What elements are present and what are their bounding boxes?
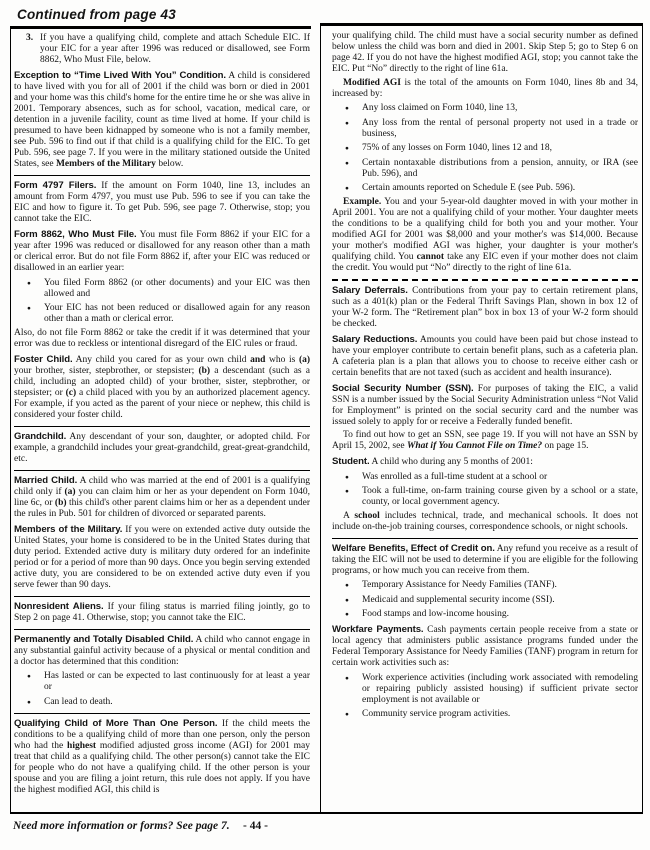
- section-heading: Social Security Number (SSN).: [332, 382, 474, 394]
- section-text: Any refund you receive as a result of taking the EIC will not be used to determine if you are eligible for the following programs, or how much you can receive from them.: [332, 543, 638, 576]
- section-nonresident-aliens: [14, 601, 310, 624]
- paragraph-example: [332, 197, 638, 274]
- bullet-text: Any loss claimed on Form 1040, line 13,: [362, 103, 518, 113]
- bullet-text: Community service program activities.: [362, 709, 511, 719]
- paragraph-text: your qualifying child. The child must have a social security number as defined below unless the child was born and died in 2001. Skip Step 5; go to Step 6 on page 42. If you do not have the highest modified AGI, stop; you cannot take the EIC. Put “No” directly to the right of line 61a.: [332, 31, 638, 74]
- bullet-item: [332, 143, 638, 154]
- section-heading: Salary Deferrals.: [332, 284, 408, 296]
- paragraph-text: Also, do not file Form 8862 or take the credit if it was determined that your error was due to reckless or intentional disregard of the EIC rules or fraud.: [14, 327, 310, 349]
- section-text: Amounts you could have been paid but chose instead to have your employer contribute to certain benefit plans, such as a cafeteria plan. A cafeteria plan is a plan that allows you to choose to receive either cash or certain benefits that are not taxed (such as accident and health insurance).: [332, 334, 638, 378]
- paragraph-school-definition: [332, 511, 638, 533]
- paragraph-also-do-not-file: [14, 328, 310, 350]
- bullet-item: [332, 580, 638, 591]
- section-exception-time-lived: [14, 70, 310, 170]
- bullet-item: [332, 472, 638, 483]
- numbered-item-3: [26, 33, 310, 66]
- bullet-item: [332, 609, 638, 620]
- section-heading: Form 8862, Who Must File.: [14, 229, 137, 240]
- section-divider: [14, 426, 310, 427]
- section-text: If your filing status is married filing jointly, go to Step 2 on page 41. Otherwise, stop; you cannot take the EIC.: [14, 601, 310, 623]
- left-column: [14, 33, 310, 811]
- bullet-item: [14, 671, 310, 693]
- bullet-text: Certain nontaxable distributions from a pension, annuity, or IRA (see Pub. 596), and: [362, 157, 638, 179]
- section-text: A child who during any 5 months of 2001:: [371, 457, 533, 467]
- section-heading: Welfare Benefits, Effect of Credit on.: [332, 542, 495, 554]
- bullet-text: Your EIC has not been reduced or disallowed again for any reason other than a math or clerical error.: [44, 303, 310, 324]
- bullet-item: [14, 697, 310, 708]
- bullet-text: Has lasted or can be expected to last continuously for at least a year or: [44, 671, 310, 692]
- item-number: 3.: [26, 33, 34, 43]
- section-text: Cash payments certain people receive from a state or local agency that administers public assistance programs funded under the Federal Temporary Assistance for Needy Families (TANF) program in return for certain work activities such as:: [332, 625, 638, 668]
- column-divider: [320, 23, 321, 812]
- section-heading: Exception to “Time Lived With You” Condition.: [14, 70, 226, 81]
- section-text: A child is considered to have lived with you for all of 2001 if the child was born or died in 2001 and your home was this child's home for the entire time he or she was alive in 2001. Temporary absences, such as for school, vacation, medical care, or detention in a juvenile facility, count as time lived at home. If your child is presumed to have been kidnapped by someone who is not a family member, see Pub. 596 to find out if that child is a qualifying child for the EIC. To get Pub. 596, see page 7. If you were in the military stationed outside the United States, see Members of the Military below.: [14, 71, 310, 169]
- section-heading: Qualifying Child of More Than One Person.: [14, 717, 218, 729]
- section-text: You must file Form 8862 if your EIC for a year after 1996 was reduced or disallowed for any reason other than a math or clerical error. But do not file Form 8862 if, after your EIC was reduced or disallowed in an earlier year:: [14, 230, 310, 273]
- section-heading: Foster Child.: [14, 353, 73, 365]
- paragraph-modified-agi: [332, 78, 638, 100]
- section-text: If the child meets the conditions to be a qualifying child of more than one person, only the person who had the highest modified adjusted gross income (AGI) for 2001 may treat that child as a qualifying child. The other person(s) cannot take the EIC for people who do not have a qualifying child. If the other person is your spouse and you are filing a joint return, this rule does not apply. If you have the highest modified AGI, this child is: [14, 718, 310, 795]
- bullet-text: Took a full-time, on-farm training course given by a school or a state, county, or local government agency.: [362, 486, 638, 507]
- section-text: A child who was married at the end of 2001 is a qualifying child only if (a) you can claim him or her as your dependent on Form 1040, line 6c, or (b) this child's other parent claims him or her as a dependent under the rules in Pub. 501 for children of divorced or separated parents.: [14, 475, 310, 519]
- section-heading: Workfare Payments.: [332, 624, 424, 635]
- section-divider: [14, 470, 310, 471]
- section-foster-child: [14, 354, 310, 421]
- bullet-text: Food stamps and low-income housing.: [362, 609, 509, 619]
- section-text: Any child you cared for as your own child and who is (a) your brother, sister, stepbrother, or stepsister; (b) a descendant (such as a child, including an adopted child) of your brother, sister, stepbrother, or stepsister; or (c) a child placed with you by an authorized placement agency. For example, if you acted as the parent of your niece or nephew, this child is considered your foster child.: [14, 354, 310, 420]
- section-social-security-number: [332, 383, 638, 428]
- section-heading: Grandchild.: [14, 430, 67, 442]
- section-grandchild: [14, 431, 310, 465]
- continued-from-header: Continued from page 43: [17, 7, 176, 22]
- section-welfare-benefits: [332, 543, 638, 577]
- page-number: - 44 -: [243, 820, 268, 832]
- section-heading: Married Child.: [14, 474, 78, 486]
- paragraph-text: To find out how to get an SSN, see page 19. If you will not have an SSN by April 15, 2002, see What if You Cannot File on Time? on page 15.: [332, 430, 638, 451]
- section-heading: Permanently and Totally Disabled Child.: [14, 633, 194, 645]
- bullet-text: Can lead to death.: [44, 696, 113, 707]
- bullet-item: [332, 103, 638, 114]
- paragraph-continuation: [332, 31, 638, 75]
- bullet-item: [332, 183, 638, 194]
- section-divider: [14, 713, 310, 714]
- bullet-text: Work experience activities (including work associated with remodeling or repairing publicly assisted housing) if sufficient private sector employment is not available or: [362, 672, 638, 705]
- bullet-text: Any loss from the rental of personal property not used in a trade or business,: [362, 117, 638, 139]
- bullet-item: [332, 486, 638, 508]
- bullet-item: [14, 303, 310, 325]
- section-divider: [14, 175, 310, 176]
- section-text: If the amount on Form 1040, line 13, includes an amount from Form 4797, you must use Pub. 596 to see if you can take the EIC and how to figure it. To get Pub. 596, see page 7. Otherwise, stop; you cannot take the EIC.: [14, 181, 310, 224]
- paragraph-text: A school includes technical, trade, and mechanical schools. It does not include on-the-job training courses, correspondence schools, or night schools.: [332, 510, 638, 532]
- section-heading: Student.: [332, 456, 370, 467]
- right-column-top-rule: [320, 23, 643, 26]
- bullet-text: Temporary Assistance for Needy Families (TANF).: [362, 580, 557, 590]
- bullet-item: [332, 595, 638, 606]
- section-text: If you were on extended active duty outside the United States, your home is considered to be in the United States during that duty period. Extended active duty is military duty ordered for an indefinite period or for a period of more than 90 days. Once you begin serving extended active duty, you are considered to be on extended active duty even if you serve fewer than 90 days.: [14, 524, 310, 590]
- footer-need-more-info: Need more information or forms? See page 7.: [13, 820, 230, 832]
- section-qualifying-child-more-than-one: [14, 718, 310, 796]
- section-salary-reductions: [332, 334, 638, 379]
- bullet-text: Was enrolled as a full-time student at a school or: [362, 471, 548, 482]
- section-married-child: [14, 475, 310, 520]
- header-rule: [10, 26, 311, 29]
- bullet-text: Certain amounts reported on Schedule E (see Pub. 596).: [362, 183, 576, 193]
- section-student: [332, 456, 638, 468]
- left-column-border: [10, 28, 11, 812]
- bottom-rule: [10, 812, 643, 814]
- right-column-border: [642, 23, 643, 812]
- paragraph-how-to-get-ssn: [332, 430, 638, 452]
- section-form-8862-who-must-file: [14, 229, 310, 274]
- bullet-text: Medicaid and supplemental security income (SSI).: [362, 594, 555, 605]
- right-column: [332, 31, 638, 811]
- section-permanently-disabled-child: [14, 634, 310, 668]
- bullet-item: [332, 709, 638, 720]
- bullet-text: 75% of any losses on Form 1040, lines 12 and 18,: [362, 143, 552, 153]
- section-heading: Members of the Military.: [14, 523, 123, 535]
- bullet-text: You filed Form 8862 (or other documents) and your EIC was then allowed and: [44, 277, 310, 299]
- section-text: Any descendant of your son, daughter, or adopted child. For example, a grandchild includes your great-grandchild, great-great-grandchild, etc.: [14, 431, 310, 464]
- bullet-item: [332, 158, 638, 180]
- bullet-item: [332, 118, 638, 140]
- dashed-divider: [332, 279, 638, 281]
- bullet-item: [332, 673, 638, 706]
- section-text: Contributions from your pay to certain retirement plans, such as a 401(k) plan or the Federal Thrift Savings Plan, shown in box 12 of your W-2 form. The “Retirement plan” box in box 13 of your W-2 form should be checked.: [332, 285, 638, 329]
- section-heading: Form 4797 Filers.: [14, 180, 97, 191]
- item-text: If you have a qualifying child, complete and attach Schedule EIC. If your EIC for a year after 1996 was reduced or disallowed, see Form 8862, Who Must File, below.: [40, 33, 310, 65]
- bullet-item: [14, 278, 310, 300]
- section-divider: [14, 596, 310, 597]
- section-workfare-payments: [332, 624, 638, 669]
- section-text: A child who cannot engage in any substantial gainful activity because of a physical or mental condition and a doctor has determined that this condition:: [14, 634, 310, 667]
- paragraph-text: Example. You and your 5-year-old daughter moved in with your mother in April 2001. You are not a qualifying child of your mother. Your daughter meets the conditions to be a qualifying child for both you and your mother. Your modified AGI for 2001 was $8,000 and your mother's was $14,000. Because your mother's modified AGI was higher, your daughter is your mother's qualifying child. You cannot take any EIC even if your mother does not claim the credit. You would put “No” directly to the right of line 61a.: [332, 196, 638, 273]
- section-heading: Salary Reductions.: [332, 333, 418, 345]
- section-form-4797-filers: [14, 180, 310, 225]
- section-salary-deferrals: [332, 285, 638, 330]
- paragraph-text: Modified AGI is the total of the amounts on Form 1040, lines 8b and 34, increased by:: [332, 77, 638, 99]
- section-heading: Nonresident Aliens.: [14, 600, 104, 612]
- section-divider: [14, 629, 310, 630]
- section-text: For purposes of taking the EIC, a valid SSN is a number issued by the Social Security Administration unless “Not Valid for Employment” is printed on the social security card and the number was issued solely to apply for or receive a Federally funded benefit.: [332, 383, 638, 427]
- section-divider: [332, 538, 638, 539]
- section-members-of-military: [14, 524, 310, 591]
